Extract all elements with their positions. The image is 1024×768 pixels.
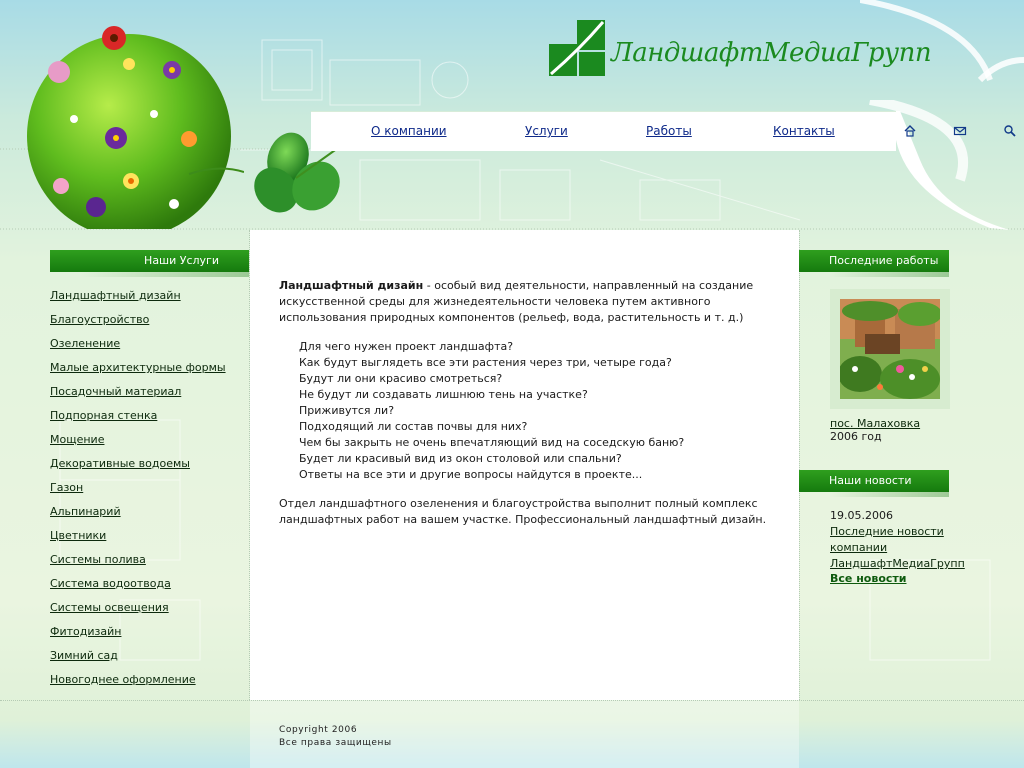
- intro-text: - особый вид деятельности, направленный на создание искусственной среды для жизнедеятельности человека путем активного использования природных компонентов (рельеф, вода, растительность и т. д.): [279, 279, 754, 324]
- menu-item: [50, 673, 240, 697]
- news-heading: Наши новости: [799, 470, 949, 492]
- question-item: Для чего нужен проект ландшафта?: [299, 340, 514, 353]
- menu-link-rock-garden[interactable]: Альпинарий: [50, 505, 121, 518]
- menu-item: [50, 649, 240, 673]
- menu-link-lighting[interactable]: Системы освещения: [50, 601, 169, 614]
- main-article: [279, 278, 771, 528]
- menu-link-lawn[interactable]: Газон: [50, 481, 84, 494]
- search-icon[interactable]: [1003, 124, 1017, 138]
- menu-item: [50, 361, 240, 385]
- menu-link-landscape-design[interactable]: Ландшафтный дизайн: [50, 289, 181, 302]
- menu-link-improvement[interactable]: Благоустройство: [50, 313, 150, 326]
- question-item: Приживутся ли?: [299, 404, 395, 417]
- menu-link-drainage[interactable]: Система водоотвода: [50, 577, 171, 590]
- menu-link-ponds[interactable]: Декоративные водоемы: [50, 457, 190, 470]
- menu-item: [50, 505, 240, 529]
- question-item: Будут ли они красиво смотреться?: [299, 372, 503, 385]
- garden-photo: [840, 299, 940, 399]
- news-link[interactable]: Последние новости компании ЛандшафтМедиаГрупп: [830, 525, 965, 570]
- question-item: Будет ли красивый вид из окон столовой или спальни?: [299, 452, 622, 465]
- menu-item: [50, 457, 240, 481]
- nav-works[interactable]: Работы: [646, 124, 692, 138]
- home-icon[interactable]: [903, 124, 917, 138]
- column-divider-left: [249, 230, 250, 700]
- menu-item: [50, 337, 240, 361]
- question-item: Чем бы закрыть не очень впечатляющий вид на соседскую баню?: [299, 436, 685, 449]
- menu-link-phytodesign[interactable]: Фитодизайн: [50, 625, 122, 638]
- all-news-link[interactable]: Все новости: [830, 572, 907, 585]
- latest-work-year: 2006 год: [830, 430, 882, 443]
- question-item: Не будут ли создавать лишнюю тень на участке?: [299, 388, 588, 401]
- question-item: Как будут выглядеть все эти растения через три, четыре года?: [299, 356, 672, 369]
- menu-link-paving[interactable]: Мощение: [50, 433, 105, 446]
- nav-contacts[interactable]: Контакты: [773, 124, 835, 138]
- closing-paragraph: Отдел ландшафтного озеленения и благоустройства выполнит полный комплекс ландшафтных работ на вашем участке. Профессиональный ландшафтный дизайн.: [279, 497, 767, 526]
- nav-about[interactable]: О компании: [371, 124, 447, 138]
- question-item: Ответы на все эти и другие вопросы найдутся в проекте...: [299, 468, 643, 481]
- menu-link-new-year[interactable]: Новогоднее оформление: [50, 673, 196, 686]
- intro-bold: Ландшафтный дизайн: [279, 279, 424, 292]
- services-menu: [50, 289, 240, 697]
- menu-link-retaining-wall[interactable]: Подпорная стенка: [50, 409, 158, 422]
- mail-icon[interactable]: [953, 124, 967, 138]
- menu-item: [50, 529, 240, 553]
- menu-item: [50, 433, 240, 457]
- footer-divider: [0, 700, 1024, 701]
- menu-link-planting-material[interactable]: Посадочный материал: [50, 385, 182, 398]
- menu-item: [50, 481, 240, 505]
- menu-link-irrigation[interactable]: Системы полива: [50, 553, 146, 566]
- column-divider-right: [799, 230, 800, 700]
- rights-text: Все права защищены: [279, 738, 392, 748]
- latest-work-thumbnail[interactable]: [830, 289, 950, 409]
- menu-link-winter-garden[interactable]: Зимний сад: [50, 649, 118, 662]
- latest-works-heading: Последние работы: [799, 250, 949, 272]
- intro-paragraph: [279, 278, 771, 326]
- menu-item: [50, 553, 240, 577]
- footer: [279, 724, 392, 750]
- services-heading: Наши Услуги: [50, 250, 249, 272]
- main-content: [250, 230, 799, 700]
- latest-work-link[interactable]: пос. Малаховка: [830, 417, 921, 430]
- grass-globe-illustration: [14, 24, 244, 229]
- menu-item: [50, 601, 240, 625]
- menu-item: [50, 577, 240, 601]
- logo-text: ЛандшафтМедиаГрупп: [611, 38, 932, 68]
- menu-link-flowerbeds[interactable]: Цветники: [50, 529, 107, 542]
- questions-list: [299, 339, 771, 483]
- menu-item: [50, 385, 240, 409]
- logo-mark-icon: [549, 20, 605, 76]
- header-swoosh-decoration: [860, 100, 1024, 235]
- top-navigation: [311, 111, 896, 151]
- menu-link-greening[interactable]: Озеленение: [50, 337, 121, 350]
- question-item: Подходящий ли состав почвы для них?: [299, 420, 528, 433]
- menu-item: [50, 625, 240, 649]
- copyright-text: Copyright 2006: [279, 725, 358, 735]
- news-date: 19.05.2006: [830, 509, 893, 522]
- header-arc-decoration: [860, 0, 1024, 110]
- menu-item: [50, 409, 240, 433]
- menu-item: [50, 289, 240, 313]
- menu-item: [50, 313, 240, 337]
- menu-link-small-architecture[interactable]: Малые архитектурные формы: [50, 361, 226, 374]
- nav-services[interactable]: Услуги: [525, 124, 568, 138]
